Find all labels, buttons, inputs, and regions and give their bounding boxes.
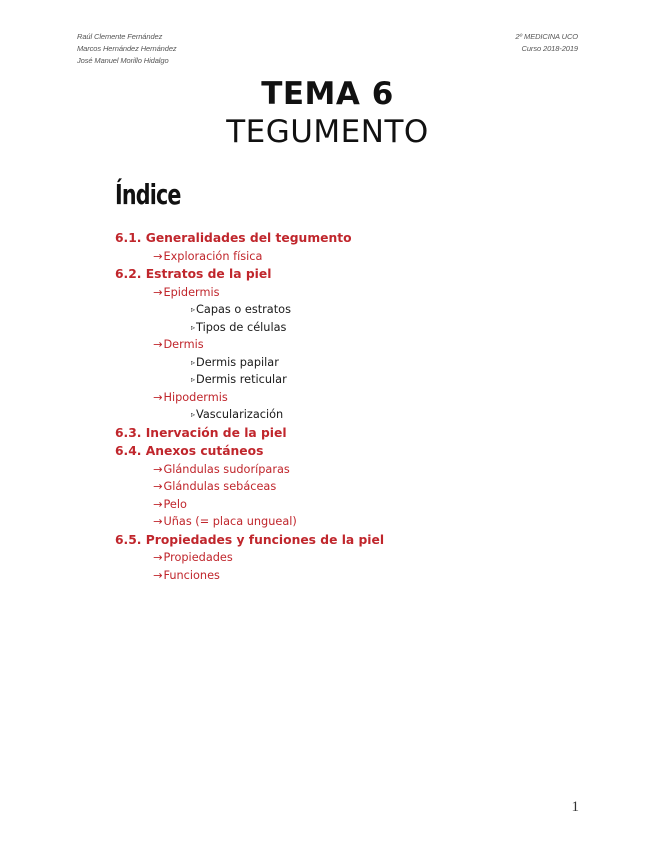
toc-entry-level-3[interactable] (115, 354, 555, 372)
toc-entry-level-2[interactable] (115, 284, 555, 302)
author-line: Raúl Clemente Fernández (77, 32, 163, 41)
arrow-icon: → (153, 568, 163, 582)
toc-entry-label: Dermis reticular (196, 373, 287, 386)
toc-entry-level-1[interactable] (115, 229, 555, 248)
arrow-icon: → (153, 338, 163, 351)
toc-entry-label: 6.3. Inervación de la piel (115, 425, 287, 440)
triangle-bullet-icon: ▹ (191, 410, 196, 419)
toc-entry-level-2[interactable] (115, 513, 555, 531)
toc-entry-level-1[interactable] (115, 265, 555, 284)
toc-entry-level-3[interactable] (115, 371, 555, 389)
toc-entry-label: Uñas (= placa ungueal) (163, 515, 297, 528)
arrow-icon: → (153, 390, 163, 404)
course-line: 2º MEDICINA UCO (515, 32, 578, 41)
arrow-icon: → (153, 462, 163, 476)
arrow-icon: → (153, 249, 163, 263)
course-line: Curso 2018-2019 (521, 44, 578, 53)
page-number: 1 (571, 799, 579, 815)
arrow-icon: → (153, 551, 163, 564)
toc-entry-level-2[interactable] (115, 567, 555, 585)
toc-entry-level-3[interactable] (115, 406, 555, 424)
toc-entry-level-2[interactable] (115, 549, 555, 567)
title-topic-number: TEMA 6 (261, 76, 394, 112)
toc-entry-level-2[interactable] (115, 461, 555, 479)
toc-entry-label: Funciones (163, 568, 220, 582)
toc-entry-label: 6.1. Generalidades del tegumento (115, 231, 352, 245)
toc-entry-label: Hipodermis (163, 390, 228, 404)
toc-entry-level-2[interactable] (115, 478, 555, 496)
toc-entry-label: Vascularización (196, 408, 284, 421)
toc-entry-label: Propiedades (163, 551, 233, 564)
toc-entry-label: Exploración física (163, 249, 263, 263)
index-heading: Índice (115, 178, 181, 211)
toc-entry-level-2[interactable] (115, 496, 555, 514)
toc-entry-level-3[interactable] (115, 319, 555, 337)
triangle-bullet-icon: ▹ (191, 305, 196, 314)
triangle-bullet-icon: ▹ (191, 357, 196, 367)
arrow-icon: → (153, 285, 163, 299)
header-authors (77, 31, 177, 67)
toc-entry-label: 6.5. Propiedades y funciones de la piel (115, 532, 385, 547)
table-of-contents (115, 229, 555, 584)
author-line: Marcos Hernández Hernández (77, 44, 177, 53)
arrow-icon: → (153, 480, 163, 493)
toc-entry-label: Epidermis (163, 285, 220, 299)
arrow-icon: → (153, 497, 163, 511)
toc-entry-level-2[interactable] (115, 336, 555, 354)
header-course (515, 31, 578, 55)
arrow-icon: → (153, 515, 163, 528)
triangle-bullet-icon: ▹ (191, 375, 196, 384)
toc-entry-label: Capas o estratos (196, 303, 291, 316)
toc-entry-label: Dermis (163, 338, 204, 351)
toc-entry-label: Glándulas sudoríparas (163, 462, 290, 476)
toc-entry-label: Glándulas sebáceas (163, 480, 277, 493)
toc-entry-level-1[interactable] (115, 531, 555, 550)
toc-entry-level-2[interactable] (115, 389, 555, 407)
toc-entry-label: Tipos de células (196, 320, 287, 334)
toc-entry-level-1[interactable] (115, 442, 555, 461)
title-topic-name: TEGUMENTO (226, 114, 429, 150)
toc-entry-label: 6.2. Estratos de la piel (115, 267, 272, 281)
toc-entry-level-3[interactable] (115, 301, 555, 319)
toc-entry-label: 6.4. Anexos cutáneos (115, 444, 264, 458)
author-line: José Manuel Morillo Hidalgo (77, 56, 169, 65)
toc-entry-label: Pelo (163, 497, 187, 511)
toc-entry-level-2[interactable] (115, 248, 555, 266)
document-title (0, 75, 655, 151)
triangle-bullet-icon: ▹ (191, 322, 196, 332)
toc-entry-label: Dermis papilar (196, 355, 279, 369)
toc-entry-level-1[interactable] (115, 424, 555, 443)
